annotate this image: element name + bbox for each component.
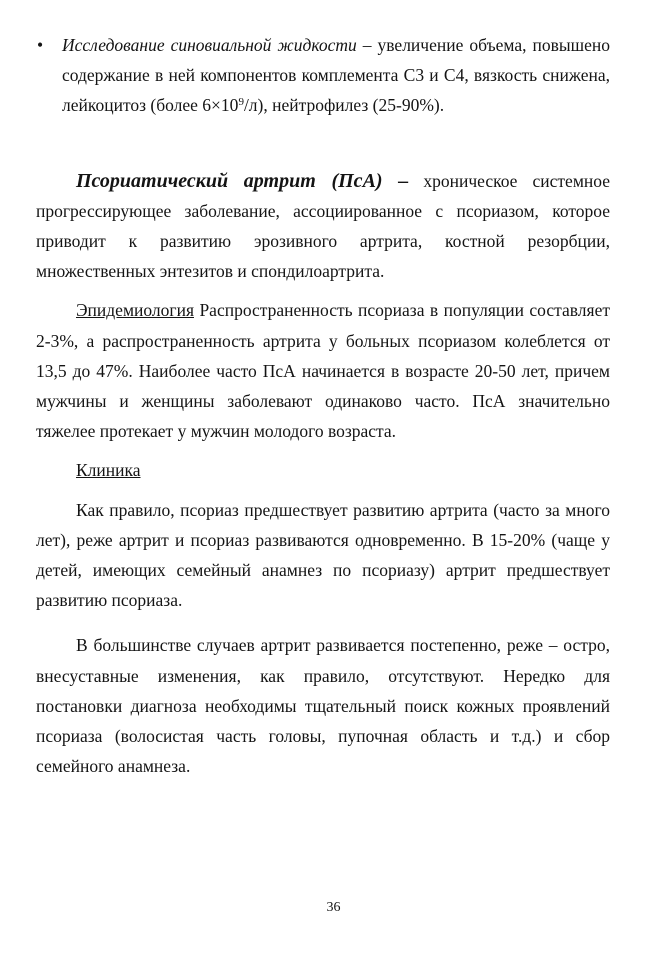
psa-definition [36,166,610,287]
bullet-text-part2: /л), нейтрофилез (25-90%). [243,95,445,116]
psa-definition-term: Псориатический артрит (ПсА) – [76,169,409,192]
bullet-marker: • [37,35,44,55]
epidemiology-paragraph [36,295,610,446]
clinic-heading [36,455,610,485]
epidemiology-label: Эпидемиология [76,300,194,321]
bullet-text-part1: – увеличение объема, повышено содержание в ней компонентов комплемента С3 и С4, вязкость снижена, лейкоцитоз (более 6×10 [62,35,610,116]
bullet-superscript: 9 [238,96,244,109]
clinic-paragraph-1: Как правило, псориаз предшествует развитию артрита (часто за много лет), реже артрит и псориаз развиваются одновременно. В 15-20% (чаще у детей, имеющих семейный анамнез по псориазу) артрит предшествует развитию псориаза. [36,499,610,611]
bullet-term: Исследование синовиальной жидкости [62,35,357,55]
page-number: 36 [326,900,341,915]
psa-definition-text: хроническое системное прогрессирующее заболевание, ассоциированное с псориазом, которое приводит к развитию эрозивного артрита, костной резорбции, множественных энтезитов и спондилоартрита. [36,170,610,282]
clinic-paragraph-2: В большинстве случаев артрит развивается постепенно, реже – остро, внесуставные изменения, как правило, отсутствуют. Нередко для постановки диагноза необходимы тщательный поиск кожных проявлений псориаза (волосистая часть головы, пупочная область и т.д.) и сбор семейного анамнеза. [36,635,610,777]
page-body [36,30,610,781]
clinic-label: Клиника [76,460,141,481]
epidemiology-text: Распространенность псориаза в популяции составляет 2-3%, а распространенность артрита у больных псориазом колеблется от 13,5 до 47%. Наиболее часто ПсА начинается в возрасте 20-50 лет, причем мужчины и женщины заболевают одинаково часто. ПсА значительно тяжелее протекает у мужчин молодого возраста. [36,300,610,442]
synovial-fluid-bullet [36,30,610,121]
